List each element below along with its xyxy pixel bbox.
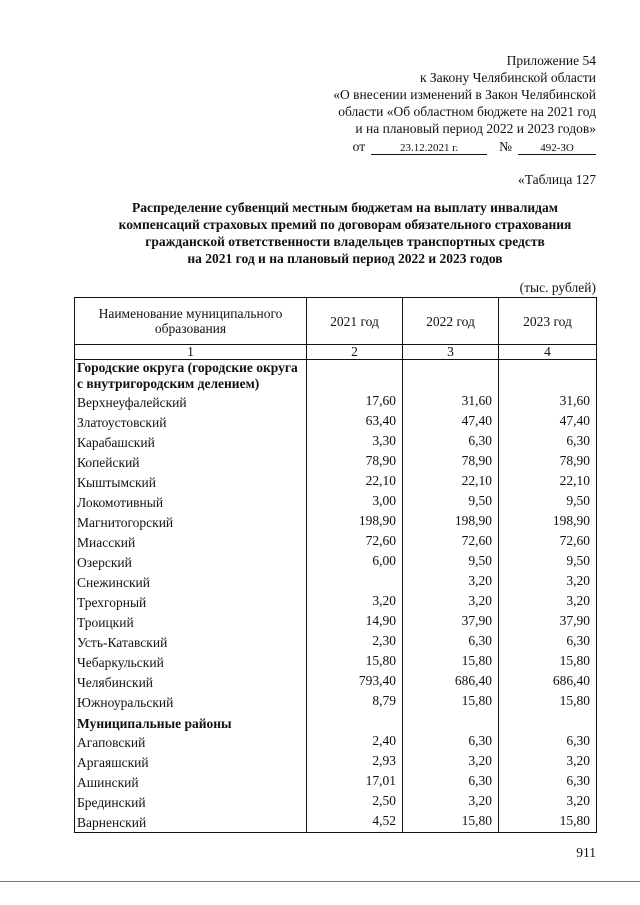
- value-2023: 22,10: [499, 472, 597, 492]
- table-row: [75, 792, 597, 812]
- row-name: Троицкий: [75, 612, 307, 632]
- column-header-2023: 2023 год: [499, 298, 597, 345]
- value-2023: 15,80: [499, 692, 597, 712]
- table-row: [75, 572, 597, 592]
- value-2021: 2,40: [307, 732, 403, 752]
- value-2021: 3,30: [307, 432, 403, 452]
- row-name: Ашинский: [75, 772, 307, 792]
- row-name: Локомотивный: [75, 492, 307, 512]
- value-2022: 198,90: [403, 512, 499, 532]
- value-2023: 3,20: [499, 792, 597, 812]
- row-name: Кыштымский: [75, 472, 307, 492]
- row-name: Брединский: [75, 792, 307, 812]
- value-2021: [307, 360, 403, 393]
- column-number: 3: [403, 345, 499, 360]
- value-2022: 9,50: [403, 492, 499, 512]
- table-row: [75, 612, 597, 632]
- table-row: [75, 472, 597, 492]
- table-row: [75, 652, 597, 672]
- value-2022: 31,60: [403, 392, 499, 412]
- row-name: Снежинский: [75, 572, 307, 592]
- value-2023: 31,60: [499, 392, 597, 412]
- title-line: компенсаций страховых премий по договорам обязательного страхования: [118, 217, 572, 232]
- appendix-line: Приложение 54: [506, 53, 596, 68]
- value-2023: [499, 360, 597, 393]
- law-date-number: [296, 138, 596, 155]
- title-line: гражданской ответственности владельцев транспортных средств: [145, 234, 545, 249]
- value-2021: [307, 572, 403, 592]
- column-number: 1: [75, 345, 307, 360]
- appendix-line: области «Об областном бюджете на 2021 год: [338, 104, 596, 119]
- value-2021: 72,60: [307, 532, 403, 552]
- value-2023: 47,40: [499, 412, 597, 432]
- value-2021: 14,90: [307, 612, 403, 632]
- row-name: Златоустовский: [75, 412, 307, 432]
- value-2022: 3,20: [403, 592, 499, 612]
- value-2021: 4,52: [307, 812, 403, 833]
- value-2023: 6,30: [499, 772, 597, 792]
- value-2023: 686,40: [499, 672, 597, 692]
- value-2021: 17,01: [307, 772, 403, 792]
- value-2023: 6,30: [499, 732, 597, 752]
- value-2023: 9,50: [499, 552, 597, 572]
- value-2022: 6,30: [403, 732, 499, 752]
- value-2022: 3,20: [403, 752, 499, 772]
- group-row: [75, 712, 597, 732]
- column-header-2021: 2021 год: [307, 298, 403, 345]
- footer-divider: [0, 881, 640, 882]
- title-line: на 2021 год и на плановый период 2022 и 2023 годов: [187, 251, 503, 266]
- row-name: Агаповский: [75, 732, 307, 752]
- value-2022: 9,50: [403, 552, 499, 572]
- value-2021: 22,10: [307, 472, 403, 492]
- value-2022: 686,40: [403, 672, 499, 692]
- value-2021: 17,60: [307, 392, 403, 412]
- law-date: 23.12.2021 г.: [371, 142, 487, 155]
- value-2023: 9,50: [499, 492, 597, 512]
- row-name: Чебаркульский: [75, 652, 307, 672]
- table-row: [75, 532, 597, 552]
- row-name: Южноуральский: [75, 692, 307, 712]
- value-2021: 63,40: [307, 412, 403, 432]
- subventions-table: [74, 297, 597, 833]
- row-name: Муниципальные районы: [75, 712, 307, 732]
- value-2023: 37,90: [499, 612, 597, 632]
- value-2022: 37,90: [403, 612, 499, 632]
- value-2023: 72,60: [499, 532, 597, 552]
- table-row: [75, 552, 597, 572]
- table-body: [75, 360, 597, 833]
- table-row: [75, 432, 597, 452]
- row-name: Озерский: [75, 552, 307, 572]
- column-number: 2: [307, 345, 403, 360]
- table-row: [75, 452, 597, 472]
- value-2022: 78,90: [403, 452, 499, 472]
- table-row: [75, 672, 597, 692]
- value-2021: 198,90: [307, 512, 403, 532]
- table-row: [75, 752, 597, 772]
- value-2023: 6,30: [499, 632, 597, 652]
- value-2022: 15,80: [403, 652, 499, 672]
- value-2023: 3,20: [499, 592, 597, 612]
- value-2022: [403, 712, 499, 732]
- appendix-line: и на плановый период 2022 и 2023 годов»: [355, 121, 596, 136]
- value-2023: 198,90: [499, 512, 597, 532]
- title-line: Распределение субвенций местным бюджетам на выплату инвалидам: [132, 200, 558, 215]
- page-number: 911: [576, 845, 596, 860]
- value-2022: 6,30: [403, 772, 499, 792]
- value-2021: 6,00: [307, 552, 403, 572]
- value-2021: 15,80: [307, 652, 403, 672]
- value-2021: [307, 712, 403, 732]
- table-row: [75, 812, 597, 833]
- row-name: Городские округа (городские округа с внутригородским делением): [75, 360, 307, 393]
- unit-label: (тыс. рублей): [519, 280, 596, 295]
- value-2022: 15,80: [403, 692, 499, 712]
- value-2023: 6,30: [499, 432, 597, 452]
- value-2023: 78,90: [499, 452, 597, 472]
- value-2023: [499, 712, 597, 732]
- table-row: [75, 592, 597, 612]
- row-name: Варненский: [75, 812, 307, 833]
- value-2021: 2,93: [307, 752, 403, 772]
- column-number-row: [75, 345, 597, 360]
- value-2021: 8,79: [307, 692, 403, 712]
- law-number: 492-ЗО: [518, 142, 596, 155]
- row-name: Усть-Катавский: [75, 632, 307, 652]
- row-name: Верхнеуфалейский: [75, 392, 307, 412]
- from-label: от: [352, 139, 366, 154]
- row-name: Трехгорный: [75, 592, 307, 612]
- group-row: [75, 360, 597, 393]
- table-row: [75, 732, 597, 752]
- value-2023: 3,20: [499, 752, 597, 772]
- table-row: [75, 632, 597, 652]
- value-2022: 3,20: [403, 792, 499, 812]
- value-2023: 3,20: [499, 572, 597, 592]
- number-label: №: [499, 139, 512, 154]
- column-header-name: Наименование муниципального образования: [75, 298, 307, 345]
- table-row: [75, 492, 597, 512]
- appendix-line: к Закону Челябинской области: [419, 70, 596, 85]
- value-2021: 793,40: [307, 672, 403, 692]
- value-2021: 2,50: [307, 792, 403, 812]
- value-2022: 3,20: [403, 572, 499, 592]
- value-2021: 78,90: [307, 452, 403, 472]
- table-row: [75, 772, 597, 792]
- value-2022: 15,80: [403, 812, 499, 833]
- column-header-2022: 2022 год: [403, 298, 499, 345]
- appendix-header: [296, 52, 596, 155]
- value-2021: 3,00: [307, 492, 403, 512]
- value-2022: [403, 360, 499, 393]
- value-2022: 6,30: [403, 432, 499, 452]
- table-header-row: [75, 298, 597, 345]
- value-2022: 6,30: [403, 632, 499, 652]
- value-2022: 72,60: [403, 532, 499, 552]
- value-2022: 22,10: [403, 472, 499, 492]
- row-name: Челябинский: [75, 672, 307, 692]
- table-row: [75, 692, 597, 712]
- value-2021: 3,20: [307, 592, 403, 612]
- row-name: Аргаяшский: [75, 752, 307, 772]
- row-name: Копейский: [75, 452, 307, 472]
- table-row: [75, 512, 597, 532]
- table-row: [75, 392, 597, 412]
- row-name: Миасский: [75, 532, 307, 552]
- table-name: «Таблица 127: [518, 172, 596, 187]
- row-name: Карабашский: [75, 432, 307, 452]
- table-row: [75, 412, 597, 432]
- value-2022: 47,40: [403, 412, 499, 432]
- value-2023: 15,80: [499, 812, 597, 833]
- document-title: [90, 199, 600, 267]
- row-name: Магнитогорский: [75, 512, 307, 532]
- column-number: 4: [499, 345, 597, 360]
- value-2021: 2,30: [307, 632, 403, 652]
- value-2023: 15,80: [499, 652, 597, 672]
- appendix-line: «О внесении изменений в Закон Челябинской: [333, 87, 596, 102]
